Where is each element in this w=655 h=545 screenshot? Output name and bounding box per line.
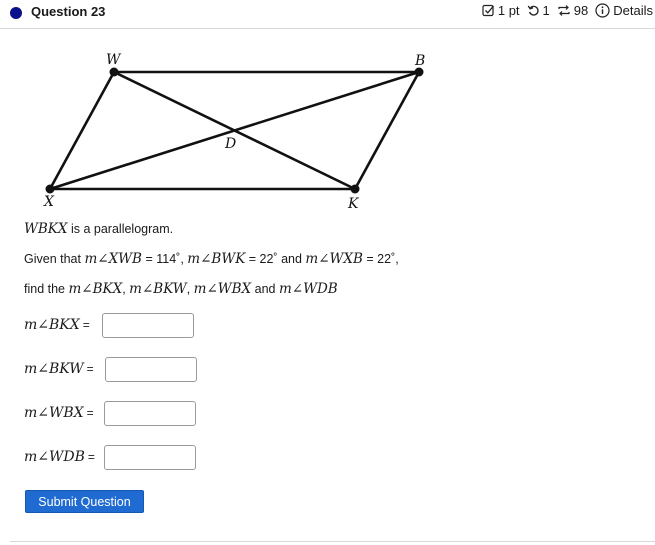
given-value-a: = 114˚ — [141, 252, 181, 266]
answer-label-wbx — [24, 405, 94, 421]
answer-input-bkx[interactable] — [102, 313, 194, 338]
find-line — [24, 281, 338, 297]
question-meta — [475, 3, 653, 18]
answer-input-wdb[interactable] — [104, 445, 196, 470]
find-sep: , — [122, 282, 130, 296]
retries-item — [527, 3, 550, 18]
equals-sign: = — [86, 362, 94, 376]
statement-math: WBKX — [24, 221, 68, 237]
find-angle-a: m∠BKX — [68, 281, 123, 297]
repeat-icon — [557, 4, 571, 17]
equals-sign: = — [86, 406, 94, 420]
parallelogram-figure — [0, 30, 655, 215]
answer-label-text: m∠WBX — [24, 405, 84, 421]
attempts-value: 98 — [573, 3, 589, 18]
find-sep: , — [186, 282, 194, 296]
vertex-k-label: K — [348, 196, 359, 212]
given-angle-b: m∠BWK — [187, 251, 246, 267]
undo-icon — [527, 4, 540, 17]
answer-label-wdb — [24, 449, 95, 465]
vertex-w-label: W — [106, 52, 121, 68]
given-end: , — [395, 252, 399, 266]
statement-line — [24, 221, 173, 237]
vertex-k-point — [351, 185, 360, 194]
question-status-dot — [10, 7, 22, 19]
given-value-b: = 22˚ — [245, 252, 278, 266]
vertex-b-label: B — [415, 53, 426, 69]
question-header — [0, 0, 655, 29]
answer-label-bkx — [24, 317, 90, 333]
given-line — [24, 251, 399, 267]
answer-label-text: m∠WDB — [24, 449, 85, 465]
answer-label-bkw — [24, 361, 94, 377]
vertex-x-point — [46, 185, 55, 194]
find-and: and — [251, 282, 279, 296]
statement-text: is a parallelogram. — [67, 222, 174, 236]
equals-sign: = — [82, 318, 90, 332]
given-sep: , — [180, 252, 188, 266]
details-button[interactable] — [595, 3, 653, 18]
vertex-w-point — [110, 68, 119, 77]
points-value: 1 pt — [497, 3, 520, 18]
answer-input-wbx[interactable] — [104, 401, 196, 426]
vertex-x-label: X — [44, 194, 54, 210]
retries-value: 1 — [542, 3, 550, 18]
find-angle-b: m∠BKW — [129, 281, 187, 297]
bottom-divider — [10, 541, 655, 542]
info-icon — [595, 3, 610, 18]
given-prefix: Given that — [24, 252, 85, 266]
find-angle-d: m∠WDB — [278, 281, 338, 297]
details-label: Details — [613, 3, 653, 18]
given-value-c: = 22˚ — [362, 252, 396, 266]
answer-label-text: m∠BKW — [24, 361, 84, 377]
answer-label-text: m∠BKX — [24, 317, 80, 333]
vertex-d-label: D — [225, 136, 237, 152]
equals-sign: = — [87, 450, 95, 464]
given-and: and — [277, 252, 306, 266]
answer-input-bkw[interactable] — [105, 357, 197, 382]
find-prefix: find the — [24, 282, 69, 296]
attempts-item — [557, 3, 588, 18]
submit-question-button[interactable]: Submit Question — [25, 490, 144, 513]
checkbox-icon — [482, 4, 495, 17]
given-angle-c: m∠WXB — [305, 251, 363, 267]
points-item — [482, 3, 520, 18]
given-angle-a: m∠XWB — [84, 251, 142, 267]
question-title: Question 23 — [31, 4, 106, 19]
find-angle-c: m∠WBX — [193, 281, 252, 297]
